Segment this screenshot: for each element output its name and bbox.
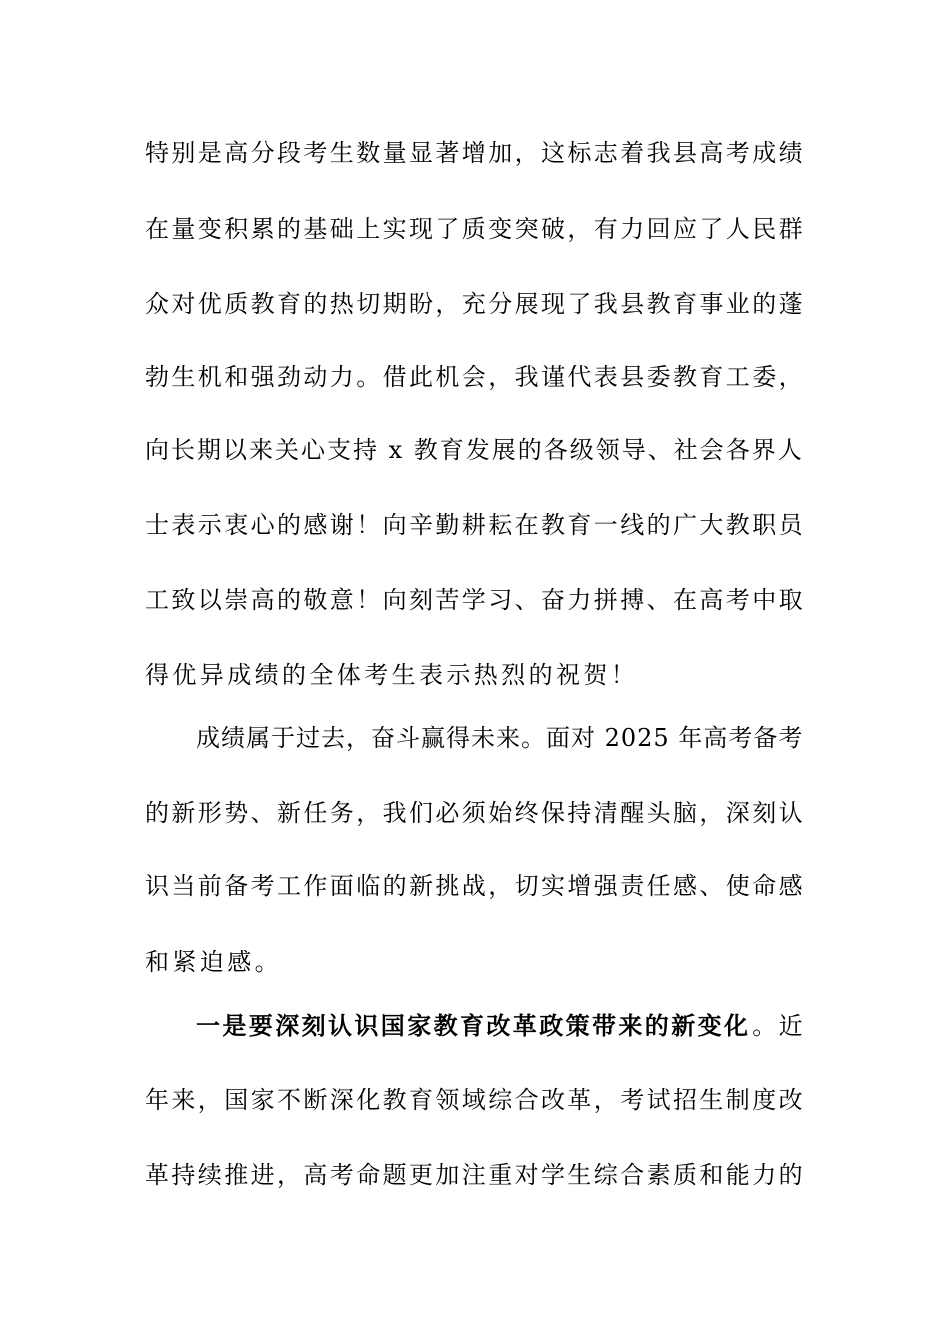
paragraph-3-line-3: 革持续推进，高考命题更加注重对学生综合素质和能力的 <box>145 1161 805 1189</box>
paragraph-3-heading: 一是要深刻认识国家教育改革政策带来的新变化 <box>196 1011 751 1040</box>
paragraph-1-line-8: 得优异成绩的全体考生表示热烈的祝贺！ <box>145 661 639 689</box>
paragraph-1-line-7: 工致以崇高的敬意！向刻苦学习、奋力拼搏、在高考中取 <box>145 586 805 614</box>
paragraph-2-line-3: 识当前备考工作面临的新挑战，切实增强责任感、使命感 <box>145 872 805 900</box>
paragraph-3-line-1 <box>196 1006 805 1046</box>
paragraph-1-line-6: 士表示衷心的感谢！向辛勤耕耘在教育一线的广大教职员 <box>145 511 805 539</box>
paragraph-3-line-2: 年来，国家不断深化教育领域综合改革，考试招生制度改 <box>145 1086 805 1114</box>
paragraph-1-line-2: 在量变积累的基础上实现了质变突破，有力回应了人民群 <box>145 215 805 243</box>
paragraph-1-line-3: 众对优质教育的热切期盼，充分展现了我县教育事业的蓬 <box>145 290 805 318</box>
paragraph-3-heading-tail: 。近 <box>752 1012 805 1040</box>
paragraph-2-line-4: 和紧迫感。 <box>145 948 282 976</box>
paragraph-2-line-2: 的新形势、新任务，我们必须始终保持清醒头脑，深刻认 <box>145 799 805 827</box>
paragraph-1-line-1: 特别是高分段考生数量显著增加，这标志着我县高考成绩 <box>145 139 805 167</box>
paragraph-1-line-4: 勃生机和强劲动力。借此机会，我谨代表县委教育工委， <box>145 363 805 391</box>
paragraph-1-line-5: 向长期以来关心支持 x 教育发展的各级领导、社会各界人 <box>145 436 804 464</box>
paragraph-2-line-1: 成绩属于过去，奋斗赢得未来。面对 2025 年高考备考 <box>196 724 804 752</box>
